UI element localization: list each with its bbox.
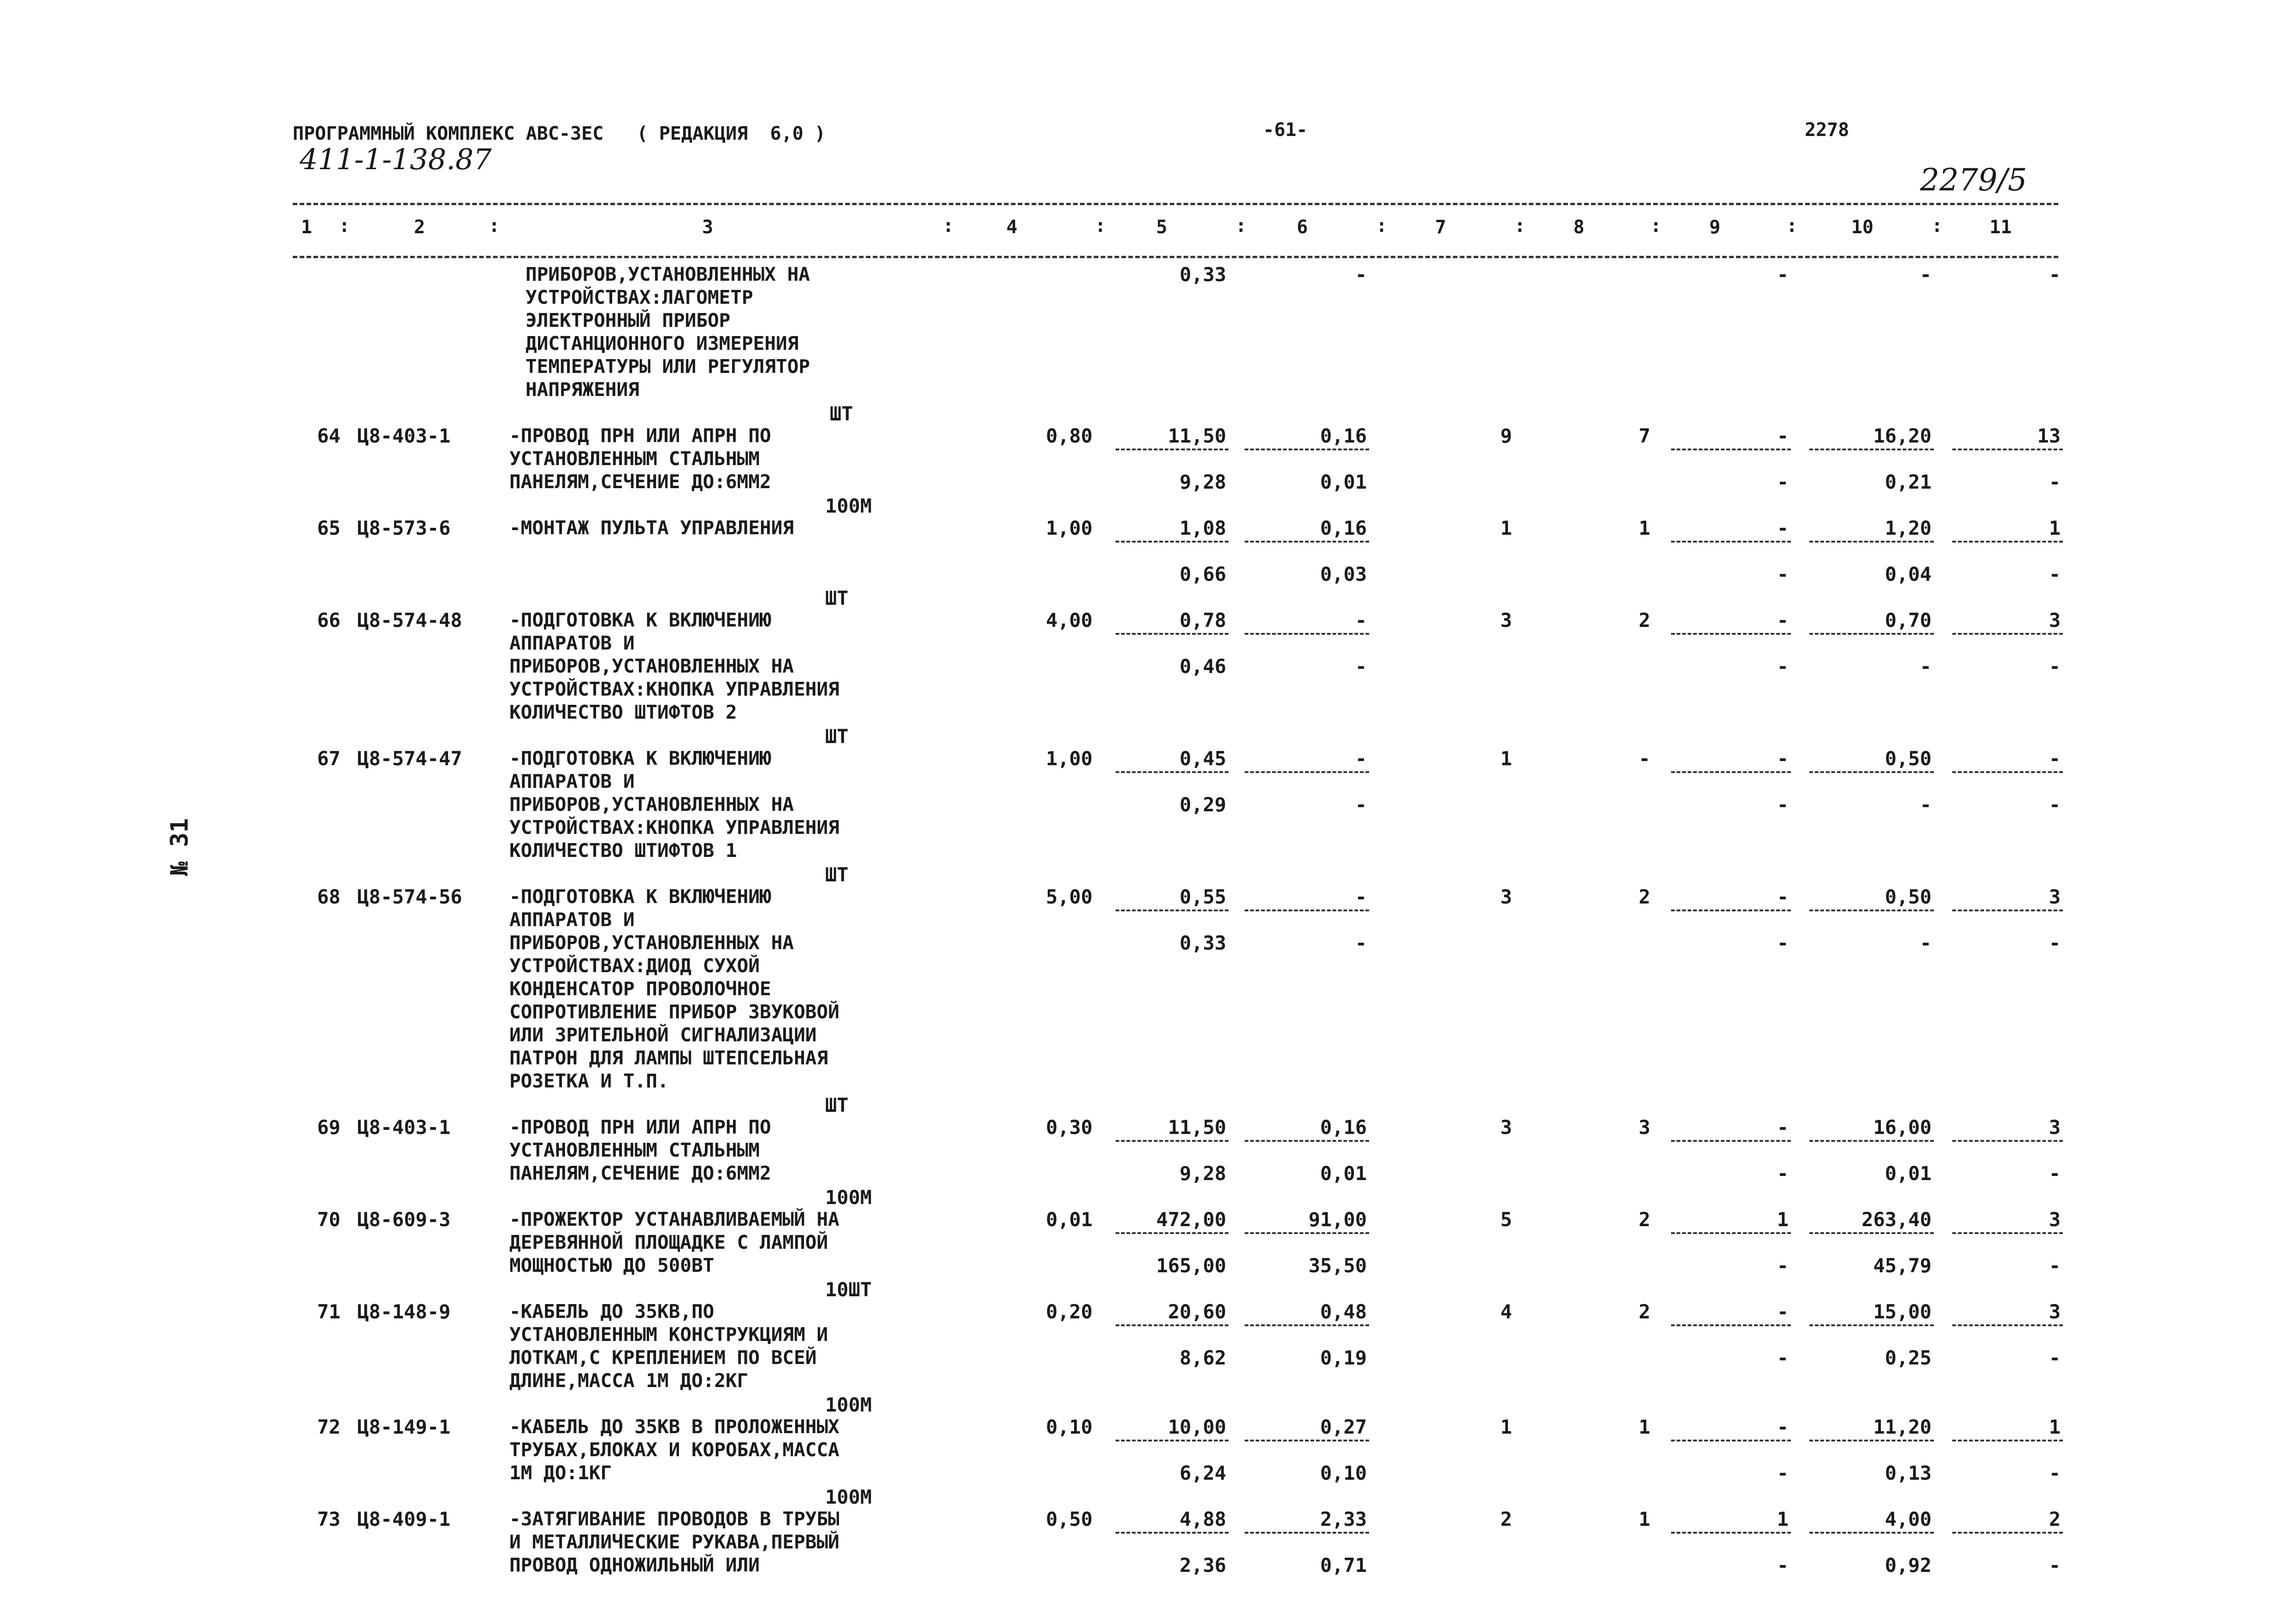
handwritten-sheet-number: 2279/5 [1920,162,2027,198]
row-unit: ШТ [825,725,849,748]
row-value-7: 1 [1500,517,1512,539]
row-value-5: 472,00 [1156,1208,1226,1231]
subtotal-rule [1245,541,1369,543]
subtotal-rule [1809,1532,1934,1534]
row-value-6: 0,48 [1320,1300,1367,1323]
subtotal-rule [1809,633,1934,635]
subtotal-rule [1116,1232,1229,1234]
subtotal-rule [1116,1532,1229,1534]
row-description: -ПРОЖЕКТОР УСТАНАВЛИВАЕМЫЙ НА ДЕРЕВЯННОЙ ПЛОЩАДКЕ С ЛАМПОЙ МОЩНОСТЬЮ ДО 500ВТ [509,1208,839,1276]
row-value-7: 1 [1500,1416,1512,1438]
row-value-9: - [1777,1416,1789,1438]
row-subvalue-9: - [1777,563,1789,585]
row-subvalue-5: 9,28 [1179,471,1226,493]
row-value-9: - [1777,425,1789,447]
row-subvalue-5: 8,62 [1179,1346,1226,1369]
row-unit: ШТ [825,863,849,886]
subtotal-rule [1671,633,1791,635]
subtotal-rule [1809,1140,1934,1142]
row-unit: ШТ [825,1094,849,1116]
row-subvalue-5: 0,29 [1179,793,1226,816]
continued-value-9: - [1777,263,1789,286]
row-code: Ц8-148-9 [357,1300,451,1323]
row-value-6: 0,16 [1320,1116,1367,1139]
row-subvalue-6: 0,71 [1320,1554,1367,1577]
row-unit: 100М [825,495,872,517]
row-subvalue-10: - [1920,793,1932,816]
row-value-11: 13 [2037,425,2061,447]
row-value-11: 3 [2049,1300,2061,1323]
row-value-9: 1 [1777,1508,1789,1530]
row-value-10: 0,70 [1884,609,1932,632]
page-number: -61- [1263,119,1308,141]
row-code: Ц8-403-1 [357,425,451,447]
column-number-8: 8 [1573,217,1585,238]
row-value-8: 2 [1638,1208,1650,1231]
row-value-11: 1 [2049,1416,2061,1438]
row-value-4: 0,30 [1046,1116,1093,1139]
row-value-11: - [2049,747,2061,770]
row-value-7: 5 [1500,1208,1512,1231]
column-separator: : [339,215,350,236]
row-value-9: - [1777,517,1789,539]
row-value-11: 3 [2049,609,2061,632]
row-code: Ц8-574-48 [357,609,462,632]
row-value-7: 3 [1500,1116,1512,1139]
row-value-4: 5,00 [1046,886,1093,908]
row-unit: ШТ [825,587,849,609]
row-subvalue-10: - [1920,932,1932,954]
row-value-4: 0,10 [1046,1416,1093,1438]
header-top-rule [293,203,2058,205]
column-separator: : [1376,215,1388,236]
subtotal-rule [1671,1140,1791,1142]
row-description: -ПОДГОТОВКА К ВКЛЮЧЕНИЮ АППАРАТОВ И ПРИБОРОВ,УСТАНОВЛЕННЫХ НА УСТРОЙСТВАХ:ДИОД СУХОЙ КОНДЕНСАТОР ПРОВОЛОЧНОЕ СОПРОТИВЛЕНИЕ ПРИБОР ЗВУКОВОЙ ИЛИ ЗРИТЕЛЬНОЙ СИГНАЛИЗАЦИИ ПАТРОН ДЛЯ ЛАМПЫ ШТЕПСЕЛЬНАЯ РОЗЕТКА И Т.П. [509,886,839,1092]
row-description: -ПОДГОТОВКА К ВКЛЮЧЕНИЮ АППАРАТОВ И ПРИБОРОВ,УСТАНОВЛЕННЫХ НА УСТРОЙСТВАХ:КНОПКА УПРАВЛЕНИЯ КОЛИЧЕСТВО ШТИФТОВ 2 [509,609,839,723]
row-value-5: 0,45 [1179,747,1226,770]
column-number-7: 7 [1435,217,1447,238]
row-subvalue-11: - [2049,655,2061,678]
continued-value-10: - [1920,263,1932,286]
subtotal-rule [1671,771,1791,773]
row-subvalue-9: - [1777,932,1789,954]
row-value-11: 3 [2049,886,2061,908]
row-number: 69 [317,1116,341,1139]
subtotal-rule [1809,1324,1934,1326]
row-value-10: 0,50 [1884,886,1932,908]
row-value-4: 0,50 [1046,1508,1093,1530]
subtotal-rule [1809,1232,1934,1234]
continued-unit: ШТ [830,402,853,425]
row-number: 68 [317,886,341,908]
row-subvalue-11: - [2049,1254,2061,1277]
subtotal-rule [1952,1532,2063,1534]
row-value-10: 16,20 [1873,425,1932,447]
subtotal-rule [1245,1440,1369,1441]
row-subvalue-9: - [1777,655,1789,678]
subtotal-rule [1245,1324,1369,1326]
row-value-6: - [1355,609,1367,632]
row-code: Ц8-403-1 [357,1116,451,1139]
row-subvalue-10: 0,01 [1884,1162,1932,1185]
row-value-7: 2 [1500,1508,1512,1530]
row-value-6: - [1355,747,1367,770]
sheet-code: 2278 [1805,119,1849,141]
subtotal-rule [1116,541,1229,543]
row-value-4: 0,01 [1046,1208,1093,1231]
row-value-5: 0,55 [1179,886,1226,908]
row-subvalue-5: 9,28 [1179,1162,1226,1185]
subtotal-rule [1116,449,1229,450]
row-value-5: 0,78 [1179,609,1226,632]
row-value-8: 2 [1638,1300,1650,1323]
row-number: 72 [317,1416,341,1438]
row-description: -ЗАТЯГИВАНИЕ ПРОВОДОВ В ТРУБЫ И МЕТАЛЛИЧЕСКИЕ РУКАВА,ПЕРВЫЙ ПРОВОД ОДНОЖИЛЬНЫЙ ИЛИ [509,1508,839,1576]
row-value-9: - [1777,609,1789,632]
continued-value-6: - [1355,263,1367,286]
subtotal-rule [1809,1440,1934,1441]
subtotal-rule [1245,1532,1369,1534]
row-description: -ПРОВОД ПРН ИЛИ АПРН ПО УСТАНОВЛЕННЫМ СТАЛЬНЫМ ПАНЕЛЯМ,СЕЧЕНИЕ ДО:6ММ2 [509,425,771,493]
row-value-9: - [1777,1300,1789,1323]
row-subvalue-5: 2,36 [1179,1554,1226,1577]
subtotal-rule [1245,633,1369,635]
subtotal-rule [1116,1140,1229,1142]
row-subvalue-11: - [2049,1162,2061,1185]
row-value-10: 0,50 [1884,747,1932,770]
row-subvalue-6: 35,50 [1308,1254,1367,1277]
subtotal-rule [1671,541,1791,543]
row-subvalue-6: 0,01 [1320,471,1367,493]
column-separator: : [943,215,954,236]
column-number-3: 3 [702,217,714,238]
row-code: Ц8-609-3 [357,1208,451,1231]
row-subvalue-6: 0,10 [1320,1462,1367,1484]
column-number-5: 5 [1156,217,1168,238]
row-subvalue-11: - [2049,1346,2061,1369]
column-number-11: 11 [1989,217,2012,238]
subtotal-rule [1245,1232,1369,1234]
row-code: Ц8-573-6 [357,517,451,539]
column-number-1: 1 [301,217,313,238]
row-subvalue-10: - [1920,655,1932,678]
row-value-6: - [1355,886,1367,908]
row-subvalue-5: 0,66 [1179,563,1226,585]
row-number: 71 [317,1300,341,1323]
row-value-8: 1 [1638,517,1650,539]
row-value-4: 0,20 [1046,1300,1093,1323]
row-subvalue-10: 0,13 [1884,1462,1932,1484]
row-value-11: 3 [2049,1116,2061,1139]
row-subvalue-10: 0,04 [1884,563,1932,585]
row-subvalue-11: - [2049,1462,2061,1484]
row-value-6: 2,33 [1320,1508,1367,1530]
row-value-5: 4,88 [1179,1508,1226,1530]
row-value-8: 2 [1638,886,1650,908]
column-separator: : [1235,215,1247,236]
row-value-5: 20,60 [1168,1300,1226,1323]
row-subvalue-9: - [1777,793,1789,816]
row-value-7: 1 [1500,747,1512,770]
column-number-9: 9 [1709,217,1721,238]
subtotal-rule [1116,633,1229,635]
continued-description: ПРИБОРОВ,УСТАНОВЛЕННЫХ НА УСТРОЙСТВАХ:ЛАГОМЕТР ЭЛЕКТРОННЫЙ ПРИБОР ДИСТАНЦИОННОГО ИЗМЕРЕНИЯ ТЕМПЕРАТУРЫ ИЛИ РЕГУЛЯТОР НАПРЯЖЕНИЯ [526,263,810,401]
subtotal-rule [1952,1324,2063,1326]
row-subvalue-9: - [1777,1254,1789,1277]
row-value-11: 2 [2049,1508,2061,1530]
subtotal-rule [1116,1324,1229,1326]
row-value-7: 4 [1500,1300,1512,1323]
row-value-6: 91,00 [1308,1208,1367,1231]
row-subvalue-6: 0,03 [1320,563,1367,585]
row-subvalue-9: - [1777,1554,1789,1577]
row-subvalue-5: 165,00 [1156,1254,1226,1277]
column-number-6: 6 [1296,217,1308,238]
row-value-11: 1 [2049,517,2061,539]
row-subvalue-6: 0,01 [1320,1162,1367,1185]
row-value-10: 16,00 [1873,1116,1932,1139]
row-subvalue-11: - [2049,563,2061,585]
row-value-6: 0,16 [1320,517,1367,539]
row-subvalue-9: - [1777,1162,1789,1185]
row-value-8: 7 [1638,425,1650,447]
subtotal-rule [1116,909,1229,911]
subtotal-rule [1952,633,2063,635]
row-value-8: 1 [1638,1508,1650,1530]
subtotal-rule [1671,1232,1791,1234]
subtotal-rule [1952,1140,2063,1142]
row-subvalue-5: 6,24 [1179,1462,1226,1484]
subtotal-rule [1952,449,2063,450]
row-value-7: 3 [1500,609,1512,632]
row-code: Ц8-574-56 [357,886,462,908]
row-value-10: 4,00 [1884,1508,1932,1530]
row-code: Ц8-574-47 [357,747,462,770]
subtotal-rule [1671,449,1791,450]
row-value-4: 1,00 [1046,517,1093,539]
program-title: ПРОГРАММНЫЙ КОМПЛЕКС АВС-ЗЕС ( РЕДАКЦИЯ 6,0 ) [293,123,826,144]
column-separator: : [489,215,500,236]
row-value-4: 4,00 [1046,609,1093,632]
row-subvalue-6: 0,19 [1320,1346,1367,1369]
row-value-4: 0,80 [1046,425,1093,447]
row-unit: 100М [825,1186,872,1209]
row-value-10: 1,20 [1884,517,1932,539]
row-unit: 100М [825,1486,872,1508]
column-number-10: 10 [1851,217,1874,238]
row-value-8: - [1638,747,1650,770]
row-number: 73 [317,1508,341,1530]
row-code: Ц8-409-1 [357,1508,451,1530]
subtotal-rule [1952,541,2063,543]
row-number: 66 [317,609,341,632]
row-subvalue-10: 0,92 [1884,1554,1932,1577]
subtotal-rule [1671,909,1791,911]
row-value-5: 1,08 [1179,517,1226,539]
column-separator: : [1514,215,1526,236]
row-value-8: 2 [1638,609,1650,632]
row-value-8: 1 [1638,1416,1650,1438]
row-value-10: 263,40 [1861,1208,1932,1231]
row-subvalue-10: 0,21 [1884,471,1932,493]
row-value-7: 3 [1500,886,1512,908]
row-number: 70 [317,1208,341,1231]
row-subvalue-5: 0,46 [1179,655,1226,678]
continued-value-11: - [2049,263,2061,286]
subtotal-rule [1952,771,2063,773]
row-subvalue-9: - [1777,471,1789,493]
subtotal-rule [1245,909,1369,911]
row-value-7: 9 [1500,425,1512,447]
handwritten-doc-number: 411-1-138.87 [300,142,492,176]
row-subvalue-5: 0,33 [1179,932,1226,954]
subtotal-rule [1245,771,1369,773]
row-value-10: 11,20 [1873,1416,1932,1438]
subtotal-rule [1809,541,1934,543]
subtotal-rule [1116,1440,1229,1441]
row-subvalue-9: - [1777,1346,1789,1369]
row-value-5: 10,00 [1168,1416,1226,1438]
subtotal-rule [1952,1232,2063,1234]
column-number-4: 4 [1006,217,1018,238]
row-unit: 10ШТ [825,1278,872,1301]
row-subvalue-6: - [1355,655,1367,678]
subtotal-rule [1245,449,1369,450]
continued-value-5: 0,33 [1179,263,1226,286]
row-value-9: - [1777,747,1789,770]
row-subvalue-10: 45,79 [1873,1254,1932,1277]
row-number: 65 [317,517,341,539]
row-description: -ПОДГОТОВКА К ВКЛЮЧЕНИЮ АППАРАТОВ И ПРИБОРОВ,УСТАНОВЛЕННЫХ НА УСТРОЙСТВАХ:КНОПКА УПРАВЛЕНИЯ КОЛИЧЕСТВО ШТИФТОВ 1 [509,747,839,862]
subtotal-rule [1245,1140,1369,1142]
row-unit: 100М [825,1394,872,1416]
subtotal-rule [1952,909,2063,911]
column-separator: : [1650,215,1662,236]
row-description: -ПРОВОД ПРН ИЛИ АПРН ПО УСТАНОВЛЕННЫМ СТАЛЬНЫМ ПАНЕЛЯМ,СЕЧЕНИЕ ДО:6ММ2 [509,1116,771,1184]
column-number-2: 2 [414,217,425,238]
subtotal-rule [1809,909,1934,911]
header-bottom-rule [293,256,2058,258]
row-subvalue-6: - [1355,932,1367,954]
column-separator: : [1095,215,1106,236]
row-value-8: 3 [1638,1116,1650,1139]
row-subvalue-10: 0,25 [1884,1346,1932,1369]
row-description: -КАБЕЛЬ ДО 35КВ В ПРОЛОЖЕННЫХ ТРУБАХ,БЛОКАХ И КОРОБАХ,МАССА 1М ДО:1КГ [509,1416,839,1484]
row-description: -МОНТАЖ ПУЛЬТА УПРАВЛЕНИЯ [509,517,794,539]
subtotal-rule [1671,1532,1791,1534]
column-separator: : [1786,215,1798,236]
row-value-5: 11,50 [1168,425,1226,447]
row-value-9: - [1777,886,1789,908]
subtotal-rule [1671,1440,1791,1441]
row-subvalue-9: - [1777,1462,1789,1484]
row-value-6: 0,27 [1320,1416,1367,1438]
row-code: Ц8-149-1 [357,1416,451,1438]
row-subvalue-11: - [2049,1554,2061,1577]
subtotal-rule [1116,771,1229,773]
row-value-9: 1 [1777,1208,1789,1231]
row-subvalue-11: - [2049,793,2061,816]
side-mark: № 31 [166,818,194,876]
row-value-10: 15,00 [1873,1300,1932,1323]
subtotal-rule [1952,1440,2063,1441]
row-subvalue-6: - [1355,793,1367,816]
row-value-5: 11,50 [1168,1116,1226,1139]
row-value-4: 1,00 [1046,747,1093,770]
column-separator: : [1932,215,1943,236]
subtotal-rule [1809,449,1934,450]
row-value-6: 0,16 [1320,425,1367,447]
row-subvalue-11: - [2049,471,2061,493]
row-subvalue-11: - [2049,932,2061,954]
subtotal-rule [1809,771,1934,773]
row-number: 67 [317,747,341,770]
subtotal-rule [1671,1324,1791,1326]
row-value-11: 3 [2049,1208,2061,1231]
row-value-9: - [1777,1116,1789,1139]
row-description: -КАБЕЛЬ ДО 35КВ,ПО УСТАНОВЛЕННЫМ КОНСТРУКЦИЯМ И ЛОТКАМ,С КРЕПЛЕНИЕМ ПО ВСЕЙ ДЛИНЕ,МАССА 1М ДО:2КГ [509,1300,828,1392]
row-number: 64 [317,425,341,447]
